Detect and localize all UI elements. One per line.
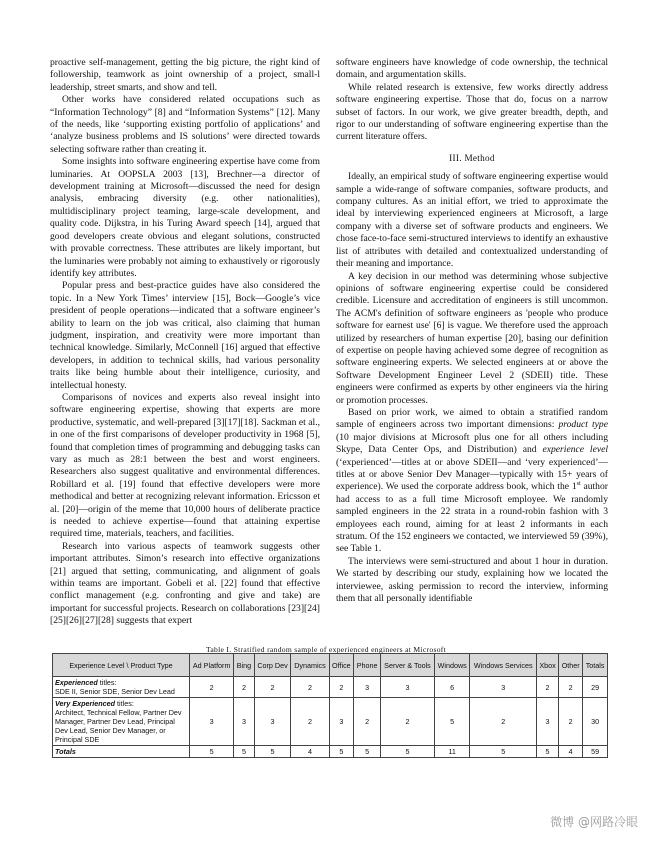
table-cell: 2 xyxy=(559,677,583,698)
paragraph: Some insights into software engineering expertise have come from luminaries. At OOPSLA 2003 [13], Brechner—a director of development training at Microsoft—discussed the need for design analysis, embracing diversity (e.g. other nationalities), multidisciplinary project teaming, large-scale development, and quality code. Dijkstra, in his Turing Award speech [14], argued that good developers create obvious and elegant solutions, constructed with provable correctness. These attributes are likely important, but the luminaries were probably not aiming to exhaustively or rigorously identify key attributes. xyxy=(50,156,320,279)
table-cell: 3 xyxy=(354,677,381,698)
row-label-em: Experienced xyxy=(55,678,98,687)
watermark: 微博 @网路冷眼 xyxy=(550,815,638,829)
table-cell: 2 xyxy=(190,677,234,698)
table-row xyxy=(53,677,608,698)
table-cell: 5 xyxy=(381,746,435,758)
text-run: author had access to as a full time Microsoft employee. We randomly sampled engineers in the 22 strata in a round-robin fashion with 3 employees each round, aiming for at least 2 informants in each stratum. Of the 152 engineers we contacted, we interviewed 59 (39%), see Table 1. xyxy=(336,481,608,555)
table-cell: 3 xyxy=(190,698,234,746)
paragraph: software engineers have knowledge of code ownership, the technical domain, and argumentation skills. xyxy=(336,57,608,81)
table-cell: 3 xyxy=(381,677,435,698)
text-run: (10 major divisions at Microsoft plus one for all others including Skype, Data Center Ops, and Distribution) and xyxy=(336,431,608,456)
row-label-detail: SDE II, Senior SDE, Senior Dev Lead xyxy=(55,687,175,696)
text-run: (‘experienced’—titles at or above SDEII—and ‘very experienced’—titles at or above Senior Dev Manager—typically with 15+ years of experience). We used the corporate address book, which the 1 xyxy=(336,456,608,493)
column-header: Ad Platform xyxy=(190,654,234,677)
row-label-detail: Architect, Technical Fellow, Partner Dev Manager, Partner Dev Lead, Principal Dev Lead, Senior Dev Manager, or Principal SDE xyxy=(55,708,182,744)
paragraph: Ideally, an empirical study of software engineering expertise would sample a wide-range of software companies, software products, and company cultures. As an initial effort, we tried to approximate the ideal by interviewing experienced engineers at Microsoft, a large company with a diverse set of software products and engineers. We chose face-to-face semi-structured interviews to identify an exhaustive list of attributes with detailed and contextualized understanding of their meaning and importance. xyxy=(336,171,608,270)
table-caption: Table I. Stratified random sample of experienced engineers at Microsoft xyxy=(205,645,447,654)
sample-table xyxy=(52,653,608,758)
column-header: Corp Dev xyxy=(254,654,291,677)
right-column xyxy=(336,57,608,605)
table-cell: 4 xyxy=(291,746,329,758)
row-label-em: Very Experienced xyxy=(55,699,116,708)
table-cell: 2 xyxy=(291,677,329,698)
paragraph: While related research is extensive, few works directly address software engineering expertise. Those that do, focus on a narrow subset of factors. In our work, we give greater breadth, depth, and rigor to our understanding of software engineering expertise than the current literature offers. xyxy=(336,81,608,143)
paragraph: A key decision in our method was determining whose subjective opinions of software engineering expertise could be considered credible. Licensure and accreditation of engineers is still uncommon. The ACM's definition of software engineers as 'people who produce software for earnest use' [6] is vague. We therefore used the approach utilized by researchers of human expertise [20], basing our definition of expertise on people having achieved some degree of recognition as software engineering experts. We selected engineers at or above the Software Development Engineer Level 2 (SDEII) title. These engineers were confirmed as experts by other engineers via the hiring or promotion processes. xyxy=(336,270,608,406)
table-cell: 3 xyxy=(329,698,354,746)
table-cell: 2 xyxy=(536,677,558,698)
paragraph: proactive self-management, getting the big picture, the right kind of followership, teamwork as joint ownership of a project, small-l leadership, street smarts, and show and tell. xyxy=(50,57,320,93)
column-header: Server & Tools xyxy=(381,654,435,677)
table-cell: 2 xyxy=(470,698,536,746)
left-column xyxy=(50,57,320,628)
table-row xyxy=(53,698,608,746)
table-cell: 30 xyxy=(583,698,608,746)
paragraph: Other works have considered related occupations such as “Information Technology” [8] and “Information Systems” [12]. Many of the needs, like ‘supporting existing portfolio of applications’ and ‘analyze business problems and IS solutions’ were directed towards selecting software rather than creating it. xyxy=(50,94,320,155)
row-label-em: Totals xyxy=(55,747,76,756)
superscript: st xyxy=(576,481,581,488)
paragraph: Research into various aspects of teamwork suggests other important attributes. Simon’s research into effective organizations [21] argued that setting, communicating, and alignment of goals within teams are important. Gobeli et al. [22] found that effective conflict management (e.g. confronting and give and take) are important for successful projects. Research on collaborations [23][24][25][26][27][28] suggests that expert xyxy=(50,540,320,627)
row-label-rest: titles: xyxy=(115,699,134,708)
column-header: Totals xyxy=(583,654,608,677)
column-header: Xbox xyxy=(536,654,558,677)
text-run: Based on prior work, we aimed to obtain a stratified random sample of engineers across two important dimensions: xyxy=(336,406,608,431)
column-header: Windows xyxy=(434,654,470,677)
table-cell: 5 xyxy=(329,746,354,758)
paragraph: The interviews were semi-structured and about 1 hour in duration. We started by describing our study, explaining how we located the interviewee, asking permission to record the interview, informing them that all personally identifiable xyxy=(336,555,608,605)
table-cell: 4 xyxy=(559,746,583,758)
paragraph: Comparisons of novices and experts also reveal insight into software engineering expertise, showing that experts are more productive, systematic, and well-prepared [3][17][18]. Sackman et al., in one of the first comparisons of developer productivity in 1968 [5], found that completion times of programming and debugging tasks can vary as much as 28:1 between the best and worst engineers. Researchers also suggest qualitative and environmental differences. Robillard et al. [19] found that effective developers were more methodical and better at recognizing relevant information. Ericsson et al. [20]—origin of the meme that 10,000 hours of deliberate practice is needed to achieve expertise—found that attaining expertise required time, materials, teachers, and facilities. xyxy=(50,391,320,540)
column-header: Phone xyxy=(354,654,381,677)
table-cell: 2 xyxy=(381,698,435,746)
table-cell: 3 xyxy=(254,698,291,746)
row-label xyxy=(53,677,190,698)
table-cell: 5 xyxy=(254,746,291,758)
table-cell: 29 xyxy=(583,677,608,698)
section-heading: III. Method xyxy=(449,152,495,163)
table-row xyxy=(53,746,608,758)
column-header: Experience Level \ Product Type xyxy=(53,654,190,677)
column-header: Windows Services xyxy=(470,654,536,677)
paragraph xyxy=(336,407,608,556)
table-cell: 3 xyxy=(234,698,254,746)
table-cell: 5 xyxy=(354,746,381,758)
table-cell: 59 xyxy=(583,746,608,758)
column-header: Bing xyxy=(234,654,254,677)
table-cell: 11 xyxy=(434,746,470,758)
row-label-rest: titles: xyxy=(97,678,117,687)
table-cell: 2 xyxy=(354,698,381,746)
table-cell: 2 xyxy=(329,677,354,698)
table-cell: 5 xyxy=(470,746,536,758)
table-cell: 2 xyxy=(234,677,254,698)
table-cell: 3 xyxy=(536,698,558,746)
column-header: Office xyxy=(329,654,354,677)
table-cell: 5 xyxy=(434,698,470,746)
table-cell: 5 xyxy=(190,746,234,758)
emphasis: experience level xyxy=(542,444,609,456)
row-label xyxy=(53,746,190,758)
paragraph: Popular press and best-practice guides have also considered the topic. In a New York Times’ interview [15], Bock—Google’s vice president of people operations—indicated that a software engineer’s ability to learn on the job was critical, also claiming that human judgment, inspiration, and creativity were more important than technical knowledge. Similarly, McConnell [16] argued that effective developers, in addition to technical skills, had various personality traits like being humble about their intelligence, curiosity, and intellectual honesty. xyxy=(50,280,320,391)
table-cell: 5 xyxy=(536,746,558,758)
table-cell: 5 xyxy=(234,746,254,758)
table-cell: 6 xyxy=(434,677,470,698)
column-header: Other xyxy=(559,654,583,677)
emphasis: product type xyxy=(558,419,608,431)
column-header: Dynamics xyxy=(291,654,329,677)
table-cell: 2 xyxy=(254,677,291,698)
table-cell: 2 xyxy=(559,698,583,746)
row-label xyxy=(53,698,190,746)
table-cell: 2 xyxy=(291,698,329,746)
table-cell: 3 xyxy=(470,677,536,698)
table-header-row xyxy=(53,654,608,677)
